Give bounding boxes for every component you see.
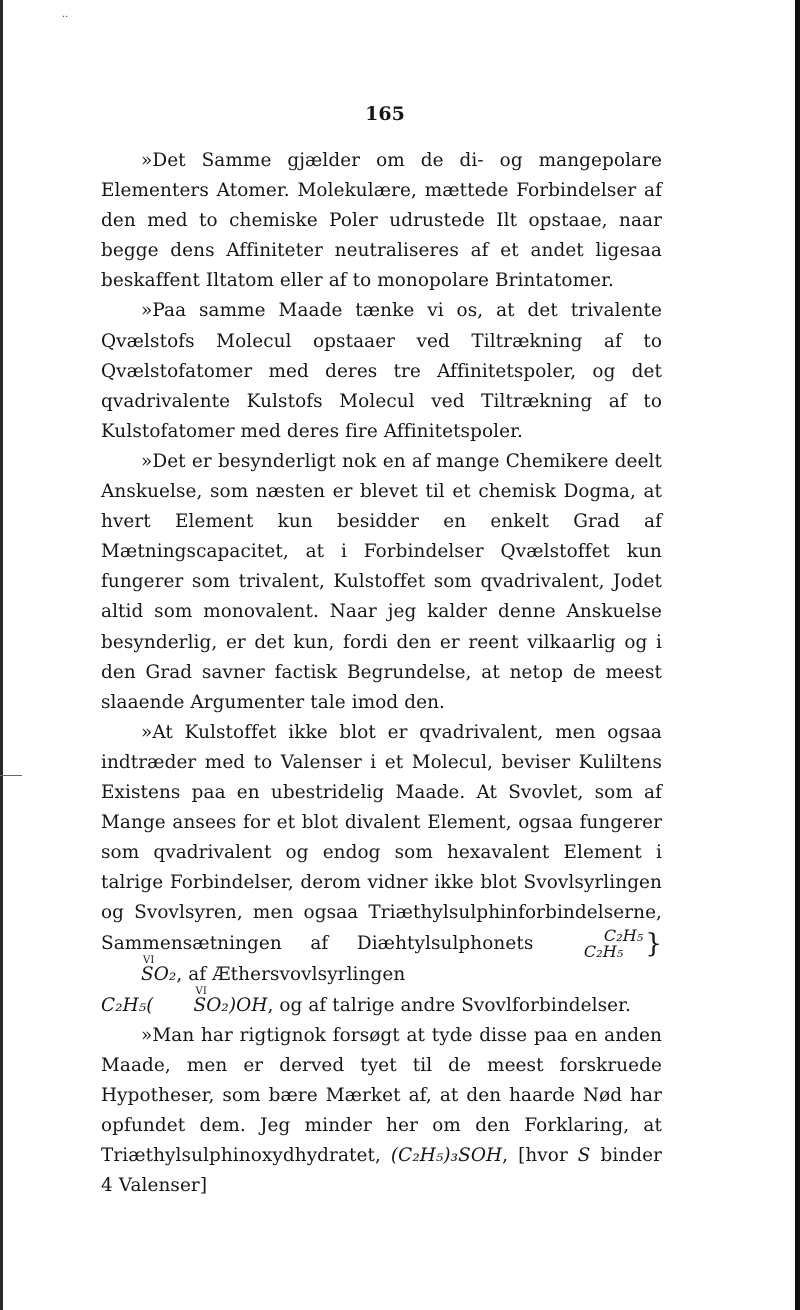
formula-triethylsulphine: (C₂H₅)₃SOH — [390, 1145, 503, 1166]
formula-so2: SO₂ — [141, 964, 177, 986]
formula-ethersulphurous-tail: O₂)OH — [206, 994, 268, 1016]
paragraph-3: »Det er besynderligt nok en af mange Chemikere deelt Anskuelse, som næsten er blevet til et chemisk Dogma, at hvert Element kun besidder en enkelt Grad af Mætningscapacitet, at i Forbindelser Qvælstoffet kun fungerer som trivalent, Kulstoffet som qvadrivalent, Jodet altid som monovalent. Naar jeg kalder denne Anskuelse besynderlig, er det kun, fordi den er reent vilkaarlig og i den Grad savner factisk Begrundelse, at netop de meest slaaende Argumenter tale imod den. — [101, 450, 662, 713]
page-body — [101, 146, 662, 1201]
valence-mark-2: VI — [195, 985, 207, 997]
paragraph-4 — [101, 718, 662, 1021]
scan-speck: ·· — [62, 12, 69, 23]
formula-s: S — [193, 994, 207, 1016]
paragraph-5 — [101, 1021, 662, 1202]
paragraph-4-text: »At Kulstoffet ikke blot er qvadrivalent, men ogsaa indtræder med to Valenser i et Molecul, beviser Kuliltens Existens paa en ubestridelig Maade. At Svovlet, som af Mange ansees for et blot divalent Element, ogsaa fungerer som qvadrivalent og endog som hexavalent Element i talrige Forbindelser, derom vidner ikke blot Svovlsyrlingen og Svovlsyren, men ogsaa Triæthylsulphinforbindelserne, Sammensætningen af Diæhtylsulphonets — [101, 721, 662, 955]
paragraph-5-middle: , [hvor — [502, 1145, 568, 1166]
scan-right-edge — [795, 0, 800, 1310]
formula-ethersulphurous-head: C₂H₅( — [101, 994, 154, 1016]
page-number: 165 — [365, 103, 405, 125]
scan-left-edge — [0, 0, 3, 1310]
paragraph-4-end: , og af talrige andre Svovlforbindelser. — [267, 994, 631, 1016]
formula-ethersulphurous-s — [154, 985, 207, 1021]
formula-sulphur-symbol: S — [577, 1145, 591, 1166]
valence-mark: VI — [143, 955, 155, 967]
paragraph-5-end: binder 4 Valenser] — [101, 1145, 662, 1197]
scan-margin-mark — [0, 775, 22, 776]
paragraph-5-text: »Man har rigtignok forsøgt at tyde disse paa en anden Maade, men er derved tyet til de meest forskruede Hypotheser, som bære Mærket af, at den haarde Nød har opfundet dem. Jeg minder her om den Forklaring, at Triæthylsulphinoxydhydratet, — [101, 1024, 662, 1166]
formula-brace: } — [645, 929, 662, 960]
formula-top: C₂H₅ — [603, 926, 644, 946]
paragraph-2: »Paa samme Maade tænke vi os, at det trivalente Qvælstofs Molecul opstaaer ved Tiltrækning af to Qvælstofatomer med deres tre Affinitetspoler, og det qvadrivalente Kulstofs Molecul ved Tiltrækning af to Kulstofatomer med deres fire Affinitetspoler. — [101, 300, 662, 442]
formula-bottom: C₂H₅ — [583, 942, 624, 962]
formula-diethylsulphone-fraction — [564, 928, 643, 960]
paragraph-1: »Det Samme gjælder om de di- og mangepolare Elementers Atomer. Molekulære, mættede Forbindelser af den med to chemiske Poler udrustede Ilt opstaae, naar begge dens Affiniteter neutraliseres af et andet ligesaa beskaffent Iltatom eller af to monopolare Brintatomer. — [101, 150, 662, 292]
paragraph-4-between: , af Æthersvovlsyrlingen — [176, 964, 406, 986]
